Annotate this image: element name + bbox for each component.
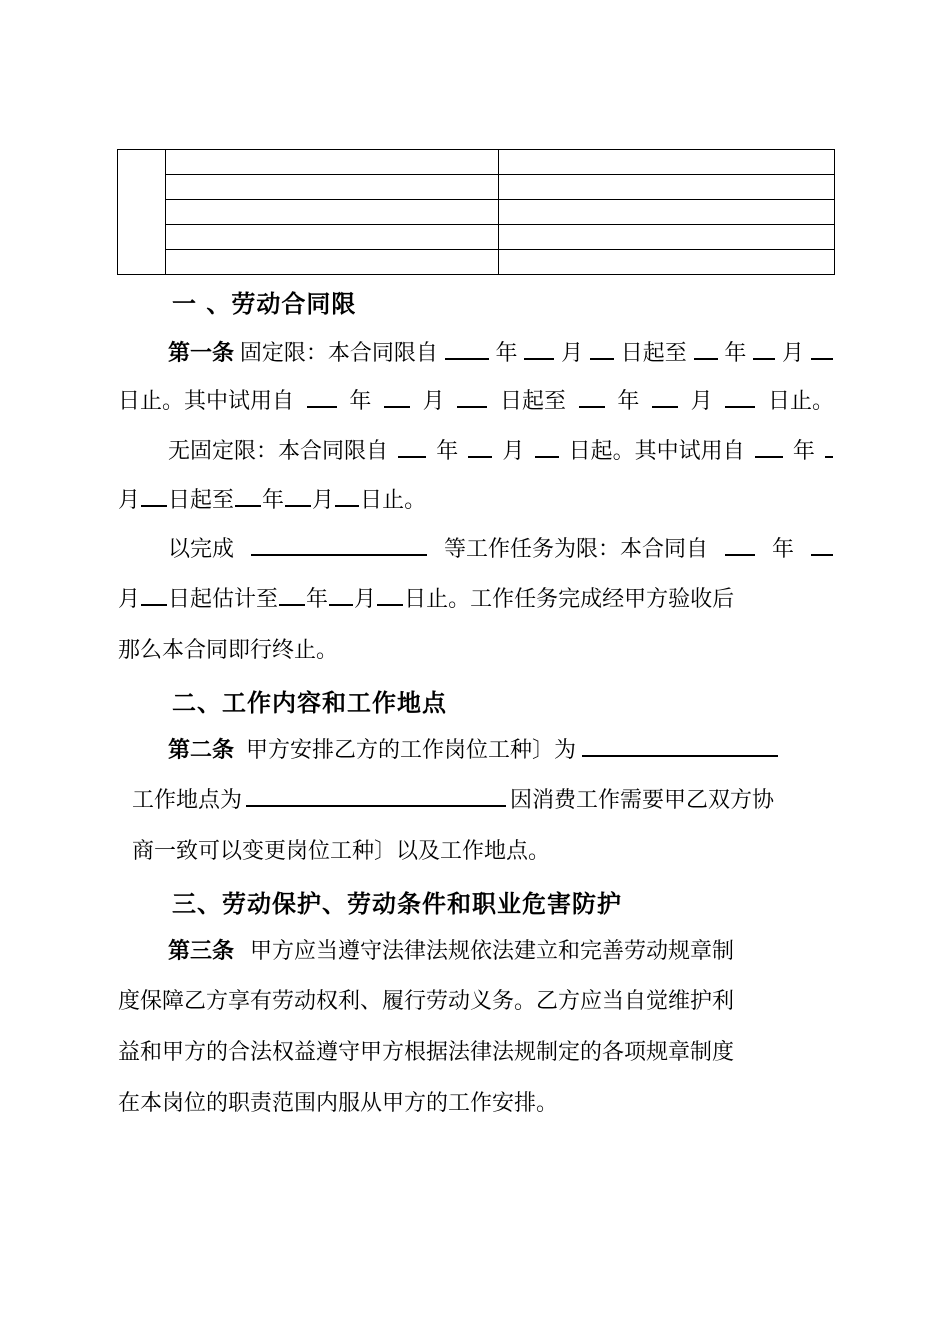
blank-field[interactable]: [445, 336, 489, 360]
text-run: 因消费工作需要甲乙双方协: [510, 788, 775, 813]
paragraph-3-line-2: [118, 580, 834, 620]
article-3-line-1: [168, 932, 834, 972]
text-run: 年: [617, 389, 640, 414]
blank-field[interactable]: [753, 336, 775, 360]
article-2-line-1: [168, 731, 834, 771]
blank-field[interactable]: [725, 532, 755, 556]
paragraph-3-line-1: [168, 530, 834, 570]
table-cell: [118, 150, 166, 275]
table-cell: [499, 175, 835, 200]
text-run: 固定限：本合同限自: [239, 341, 438, 366]
table-row: [118, 250, 835, 275]
blank-field[interactable]: [377, 582, 403, 606]
text-run: 日止。其中试用自: [118, 389, 295, 414]
blank-field[interactable]: [141, 582, 167, 606]
blank-field[interactable]: [755, 434, 783, 458]
text-run: 月: [561, 341, 584, 366]
text-run: 月: [118, 488, 141, 513]
text-run: 月: [690, 389, 713, 414]
blank-field[interactable]: [579, 384, 605, 408]
table-row: [118, 175, 835, 200]
section-heading-work: 二、工作内容和工作地点: [172, 689, 447, 717]
text-run: 月: [312, 488, 335, 513]
blank-field[interactable]: [652, 384, 678, 408]
paragraph-3-line-3: 那么本合同即行终止。: [118, 638, 339, 663]
table-cell: [166, 225, 499, 250]
article-3-line-4: 在本岗位的职责范围内服从甲方的工作安排。: [118, 1091, 559, 1116]
text-run: 日起。其中试用自: [568, 439, 745, 464]
section-heading-protection: 三、劳动保护、劳动条件和职业危害防护: [172, 890, 622, 918]
text-run: 年: [262, 488, 285, 513]
text-run: 日止。工作任务完成经甲方验收后: [404, 587, 735, 612]
text-run: 年: [306, 587, 329, 612]
text-run: 甲方应当遵守法律法规依法建立和完善劳动规章制: [250, 939, 735, 964]
table-cell: [166, 150, 499, 175]
text-run: 甲方安排乙方的工作岗位工种〕为: [246, 738, 577, 763]
article-3-line-2: 度保障乙方享有劳动权利、履行劳动义务。乙方应当自觉维护利: [118, 989, 735, 1014]
blank-field[interactable]: [590, 336, 614, 360]
table-row: [118, 225, 835, 250]
text-run: 无固定限：本合同限自: [168, 439, 389, 464]
blank-field[interactable]: [725, 384, 755, 408]
blank-field[interactable]: [141, 483, 167, 507]
table-cell: [499, 150, 835, 175]
text-run: 月: [782, 341, 805, 366]
text-run: 年: [495, 341, 518, 366]
article-label: 第三条: [168, 939, 235, 964]
article-1-line-1: [168, 334, 834, 374]
table-cell: [166, 200, 499, 225]
table-cell: [499, 200, 835, 225]
article-label: 第一条: [168, 341, 235, 366]
blank-field[interactable]: [811, 532, 833, 556]
blank-field[interactable]: [285, 483, 311, 507]
blank-field[interactable]: [307, 384, 337, 408]
blank-field[interactable]: [246, 783, 506, 807]
info-table: [117, 149, 835, 275]
blank-field[interactable]: [535, 434, 559, 458]
text-run: 等工作任务为限：本合同自: [443, 537, 708, 562]
text-run: 年: [349, 389, 372, 414]
text-run: 工作地点为: [132, 788, 243, 813]
text-run: 日起估计至: [168, 587, 279, 612]
text-run: 月: [422, 389, 445, 414]
text-run: 日止。: [360, 488, 427, 513]
blank-field[interactable]: [251, 532, 427, 556]
article-label: 第二条: [168, 738, 235, 763]
article-3-line-3: 益和甲方的合法权益遵守甲方根据法律法规制定的各项规章制度: [118, 1040, 735, 1065]
paragraph-2-line-2: [118, 481, 834, 521]
blank-field[interactable]: [384, 384, 410, 408]
paragraph-2-line-1: [168, 432, 834, 472]
article-2-line-2: [132, 781, 834, 821]
text-run: 月: [118, 587, 141, 612]
blank-field[interactable]: [468, 434, 492, 458]
blank-field[interactable]: [235, 483, 261, 507]
text-run: 年: [436, 439, 459, 464]
text-run: 月: [354, 587, 377, 612]
blank-field[interactable]: [524, 336, 554, 360]
blank-field[interactable]: [279, 582, 305, 606]
section-heading-term: 一 、劳动合同限: [172, 290, 357, 318]
blank-field[interactable]: [398, 434, 426, 458]
article-1-line-2: [118, 382, 834, 422]
text-run: 日起至: [168, 488, 235, 513]
table-cell: [166, 175, 499, 200]
blank-field[interactable]: [335, 483, 359, 507]
text-run: 年: [771, 537, 794, 562]
blank-field[interactable]: [582, 733, 778, 757]
blank-field[interactable]: [825, 434, 833, 458]
table-cell: [166, 250, 499, 275]
text-run: 以完成: [168, 537, 235, 562]
table-row: [118, 200, 835, 225]
text-run: 日止。: [767, 389, 834, 414]
text-run: 月: [502, 439, 525, 464]
text-run: 日起至: [499, 389, 566, 414]
text-run: 年: [792, 439, 815, 464]
blank-field[interactable]: [811, 336, 833, 360]
text-run: 日起至: [620, 341, 687, 366]
blank-field[interactable]: [694, 336, 718, 360]
blank-field[interactable]: [329, 582, 353, 606]
table-cell: [499, 250, 835, 275]
table-row: [118, 150, 835, 175]
article-2-line-3: 商一致可以变更岗位工种〕以及工作地点。: [132, 839, 551, 864]
text-run: 年: [724, 341, 747, 366]
blank-field[interactable]: [457, 384, 487, 408]
table-cell: [499, 225, 835, 250]
